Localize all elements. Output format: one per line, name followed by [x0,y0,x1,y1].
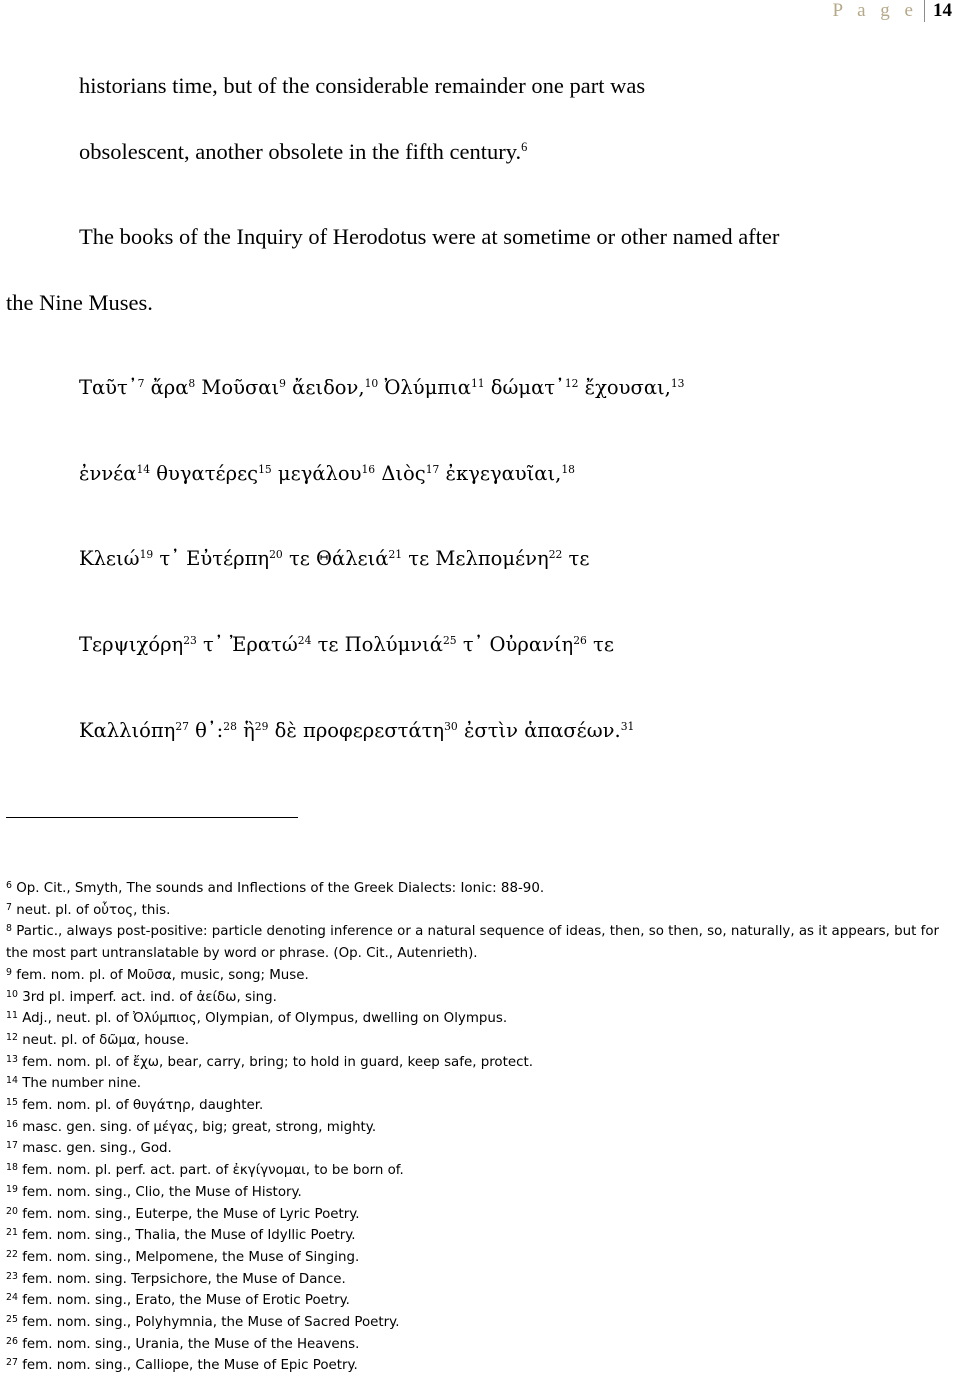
body-paragraph-line: the Nine Muses. [6,290,153,315]
greek-word: ἔχουσαι, [578,376,671,399]
footnote-item [6,1334,954,1356]
page-number: 14 [933,0,952,21]
greek-word: ἄρα [144,376,189,399]
greek-word: Διὸς [375,462,426,485]
greek-word: θ᾽: [188,719,224,742]
greek-word: τ᾽ Οὐρανίη [456,633,574,656]
footnote-number: 17 [6,1140,18,1152]
footnote-text: fem. nom. sing., Thalia, the Muse of Idyllic Poetry. [17,1228,356,1244]
footnote-ref[interactable]: 25 [442,634,457,648]
footnote-item [6,1138,954,1160]
footnote-number: 20 [6,1205,18,1217]
footnote-ref[interactable]: 27 [175,720,189,734]
footnote-ref[interactable]: 16 [361,463,376,477]
greek-word: τε Μελπομένη [402,547,549,570]
footnote-number: 15 [6,1096,18,1108]
greek-word: ἐννέα [79,462,137,485]
footnote-ref[interactable]: 21 [388,548,403,562]
footnote-ref[interactable]: 15 [258,463,272,477]
footnote-number: 10 [6,988,18,1000]
footnote-text: Op. Cit., Smyth, The sounds and Inflections of the Greek Dialects: Ionic: 88-90. [11,881,545,896]
footnote-number: 16 [6,1118,18,1130]
footnote-text: neut. pl. of δῶμα, house. [17,1032,189,1048]
footnote-item [6,1160,954,1182]
footnote-item [6,987,954,1009]
footnote-item [6,1312,954,1334]
greek-verse-line [79,549,589,569]
footnote-item [6,1247,954,1269]
footnote-item [6,1355,954,1377]
greek-word: τε [562,547,590,570]
body-paragraph-line: The books of the Inquiry of Herodotus were at sometime or other named after [79,224,780,249]
footnote-item [6,878,954,900]
greek-word: Καλλιόπη [79,719,176,742]
footnote-ref[interactable]: 28 [223,720,237,734]
footnote-item [6,1095,954,1117]
greek-word: Ταῦτ᾽ [79,376,138,399]
footnote-ref[interactable]: 24 [297,634,312,648]
footnote-item [6,1008,954,1030]
greek-word: Ὀλύμπια [378,376,471,399]
greek-word: ἐκγεγαυῖαι, [439,462,562,485]
greek-word: τε Πολύμνιά [311,633,443,656]
footnote-item [6,1204,954,1226]
footnote-ref[interactable]: 30 [444,720,458,734]
footnote-text: fem. nom. sing., Urania, the Muse of the Heavens. [17,1336,360,1352]
footnote-text: fem. nom. pl. of θυγάτηρ, daughter. [17,1098,264,1114]
footnote-ref[interactable]: 7 [137,377,145,391]
footnote-number: 18 [6,1161,18,1173]
greek-word: ἐστὶν ἁπασέων. [457,719,621,742]
footnote-text: 3rd pl. imperf. act. ind. of ἀείδω, sing. [17,989,277,1005]
footnote-text: fem. nom. sing., Clio, the Muse of History. [17,1184,302,1200]
footnote-ref[interactable]: 10 [364,377,379,391]
greek-word: θυγατέρες [150,462,259,485]
greek-word: τ᾽ Εὐτέρπη [153,547,270,570]
footnote-item [6,1225,954,1247]
footnote-number: 25 [6,1313,18,1325]
footnote-item [6,921,954,964]
footnote-ref[interactable]: 19 [139,548,154,562]
body-paragraph-line [79,141,527,164]
footnote-item [6,1073,954,1095]
greek-verse-line [79,721,634,741]
footnote-ref[interactable]: 29 [254,720,269,734]
footnote-text: masc. gen. sing. of μέγας, big; great, strong, mighty. [17,1119,377,1135]
greek-word: Τερψιχόρη [79,633,184,656]
greek-word: δὲ προφερεστάτη [268,719,445,742]
footnote-number: 6 [6,879,12,891]
footnote-ref[interactable]: 9 [279,377,286,391]
footnote-text: fem. nom. sing., Calliope, the Muse of Epic Poetry. [17,1358,358,1374]
footnote-number: 8 [6,923,12,935]
greek-word: δώματ᾽ [484,376,565,399]
footnote-number: 27 [6,1357,18,1369]
footnote-number: 9 [6,966,12,978]
footnote-text: Adj., neut. pl. of Ὀλύμπιος, Olympian, of Olympus, dwelling on Olympus. [17,1011,508,1027]
footnote-number: 19 [6,1183,18,1195]
footnote-number: 24 [6,1292,18,1304]
footnote-ref[interactable]: 23 [183,634,197,648]
header-divider [924,0,925,22]
footnote-ref[interactable]: 17 [425,463,440,477]
footnote-text: fem. nom. sing., Euterpe, the Muse of Lyric Poetry. [17,1206,360,1222]
footnote-number: 14 [6,1075,18,1087]
greek-word: τ᾽ Ἐρατώ [196,633,298,656]
footnote-item [6,965,954,987]
footnote-number: 12 [6,1031,18,1043]
footnote-ref[interactable]: 14 [136,463,151,477]
footnote-item [6,1290,954,1312]
greek-word: Κλειώ [79,547,140,570]
footnote-number: 23 [6,1270,18,1282]
footnote-number: 7 [6,901,12,913]
footnote-item [6,1269,954,1291]
footnote-text: fem. nom. sing., Erato, the Muse of Erotic Poetry. [17,1293,350,1309]
footnote-item [6,1030,954,1052]
footnote-item [6,1182,954,1204]
footnote-ref[interactable]: 6 [521,139,528,154]
page-header [833,0,952,22]
footnote-ref[interactable]: 12 [564,377,579,391]
footnote-number: 21 [6,1227,18,1239]
footnote-ref[interactable]: 31 [620,720,635,734]
footnote-text: masc. gen. sing., God. [17,1141,172,1157]
footnote-ref[interactable]: 18 [561,463,575,477]
footnote-text: The number nine. [17,1076,142,1092]
footnote-number: 26 [6,1335,18,1347]
footnote-item [6,900,954,922]
footnote-text: Partic., always post-positive: particle denoting inference or a natural sequence of ideas, then, so then, so, naturally, as it appears, but for the most part untranslatable by word or phrase. (Op. Cit., Autenrieth). [6,924,940,962]
greek-verse-line [79,635,614,655]
footnote-text: neut. pl. of οὗτος, this. [11,902,171,918]
footnote-number: 22 [6,1248,18,1260]
footnote-number: 11 [6,1010,18,1021]
greek-word: ἣ [236,719,255,742]
greek-verse-line [79,378,685,398]
footnote-text: fem. nom. pl. perf. act. part. of ἐκγίγνομαι, to be born of. [17,1163,404,1179]
footnote-ref[interactable]: 26 [573,634,587,648]
greek-word: τε [586,633,614,656]
footnote-item [6,1052,954,1074]
greek-word: ἄειδον, [285,376,365,399]
footnote-ref[interactable]: 22 [548,548,563,562]
body-paragraph-line: historians time, but of the considerable remainder one part was [79,73,646,98]
footnote-text: fem. nom. sing., Melpomene, the Muse of Singing. [17,1249,360,1265]
footnote-ref[interactable]: 20 [269,548,283,562]
footnote-ref[interactable]: 13 [670,377,685,391]
footnote-text: fem. nom. pl. of ἔχω, bear, carry, bring; to hold in guard, keep safe, protect. [17,1054,533,1070]
footnotes-section [6,878,954,1377]
footnote-text: fem. nom. sing. Terpsichore, the Muse of Dance. [17,1271,346,1287]
footnote-item [6,1117,954,1139]
footnote-separator [6,817,298,818]
footnote-text: fem. nom. pl. of Μοῦσα, music, song; Muse. [11,967,309,983]
greek-word: Μοῦσαι [195,376,280,399]
footnote-number: 13 [6,1053,18,1065]
body-text: obsolescent, another obsolete in the fifth century. [79,139,522,164]
footnote-ref[interactable]: 11 [470,377,485,391]
footnote-text: fem. nom. sing., Polyhymnia, the Muse of Sacred Poetry. [17,1315,400,1331]
greek-verse-line [79,464,575,484]
greek-word: μεγάλου [271,462,362,485]
page-label: P a g e [832,0,918,21]
footnote-ref[interactable]: 8 [188,377,196,391]
greek-word: τε Θάλειά [282,547,389,570]
